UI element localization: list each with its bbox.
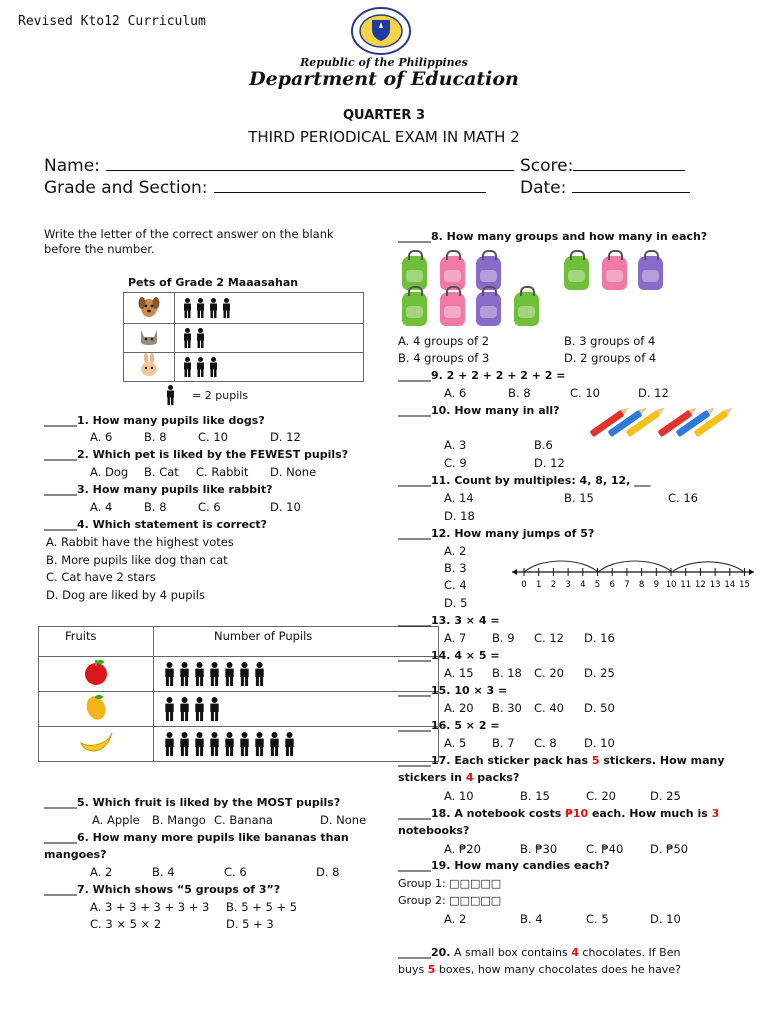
score-field[interactable]: Score: bbox=[520, 156, 685, 176]
number-line-label: 0 bbox=[521, 580, 527, 590]
pupil-icon bbox=[194, 697, 205, 721]
q18-option-c: C. ₱40 bbox=[586, 842, 624, 856]
pupil-icon bbox=[166, 385, 175, 405]
pupil-icon bbox=[209, 662, 220, 686]
q10-option-a: A. 3 bbox=[444, 438, 467, 452]
q19-option-d: D. 10 bbox=[650, 912, 681, 926]
q18-option-b: B. ₱30 bbox=[520, 842, 558, 856]
q17-option-c: C. 20 bbox=[586, 789, 616, 803]
pupil-icon bbox=[164, 697, 175, 721]
q13-option-b: B. 9 bbox=[492, 631, 515, 645]
q15-option-d: D. 50 bbox=[584, 701, 615, 715]
dog-icon bbox=[124, 293, 175, 324]
pupil-icon bbox=[164, 662, 175, 686]
question-6-cont: mangoes? bbox=[44, 848, 107, 861]
q17-option-d: D. 25 bbox=[650, 789, 681, 803]
number-line-label: 7 bbox=[624, 580, 630, 590]
q16-option-b: B. 7 bbox=[492, 736, 515, 750]
q9-option-c: C. 10 bbox=[570, 386, 600, 400]
q10-option-b: B.6 bbox=[534, 438, 553, 452]
q3-option-d: D. 10 bbox=[270, 500, 301, 514]
number-line bbox=[508, 540, 758, 590]
pupil-icon bbox=[179, 697, 190, 721]
number-line-label: 13 bbox=[709, 580, 721, 590]
q5-option-c: C. Banana bbox=[214, 813, 273, 827]
q13-option-d: D. 16 bbox=[584, 631, 615, 645]
question-15: ______15. 10 × 3 = bbox=[398, 684, 508, 697]
q17-option-b: B. 15 bbox=[520, 789, 550, 803]
q3-option-c: C. 6 bbox=[198, 500, 221, 514]
q14-option-d: D. 25 bbox=[584, 666, 615, 680]
q8-option-b: B. 3 groups of 4 bbox=[564, 334, 656, 348]
q14-option-a: A. 15 bbox=[444, 666, 474, 680]
republic-heading: Republic of the Philippines bbox=[300, 56, 468, 69]
fruits-pictograph bbox=[38, 626, 439, 762]
q2-option-c: C. Rabbit bbox=[196, 465, 249, 479]
dog-row-figures bbox=[175, 293, 364, 324]
q11-option-d: D. 18 bbox=[444, 509, 475, 523]
q7-option-c: C. 3 × 5 × 2 bbox=[90, 917, 162, 931]
q18-option-a: A. ₱20 bbox=[444, 842, 481, 856]
apple-row-figures bbox=[154, 657, 439, 692]
question-16: ______16. 5 × 2 = bbox=[398, 719, 500, 732]
q13-option-c: C. 12 bbox=[534, 631, 564, 645]
pets-pictograph bbox=[123, 292, 364, 382]
q14-option-b: B. 18 bbox=[492, 666, 522, 680]
pupil-icon bbox=[224, 662, 235, 686]
pupil-icon bbox=[269, 732, 280, 756]
number-line-label: 1 bbox=[535, 580, 542, 590]
q16-option-a: A. 5 bbox=[444, 736, 467, 750]
question-18-cont: notebooks? bbox=[398, 824, 470, 837]
q1-option-a: A. 6 bbox=[90, 430, 113, 444]
backpack-icon bbox=[476, 256, 501, 290]
question-17: ______17. Each sticker pack has 5 stickers. How many bbox=[398, 754, 725, 767]
question-7: ______7. Which shows “5 groups of 3”? bbox=[44, 883, 281, 896]
q6-option-a: A. 2 bbox=[90, 865, 113, 879]
backpacks-illustration bbox=[398, 246, 708, 326]
deped-seal-icon bbox=[350, 6, 412, 56]
pupil-icon bbox=[164, 732, 175, 756]
q9-option-b: B. 8 bbox=[508, 386, 531, 400]
backpack-icon bbox=[638, 256, 663, 290]
rabbit-icon bbox=[124, 353, 175, 382]
instructions: Write the letter of the correct answer on the blank before the number. bbox=[44, 227, 334, 256]
pupil-icon bbox=[196, 328, 205, 348]
mango-row-figures bbox=[154, 692, 439, 727]
question-20: ______20. A small box contains 4 chocolates. If Ben bbox=[398, 946, 681, 959]
number-line-label: 4 bbox=[580, 580, 586, 590]
pupil-icon bbox=[239, 732, 250, 756]
q18-option-d: D. ₱50 bbox=[650, 842, 689, 856]
exam-title: THIRD PERIODICAL EXAM IN MATH 2 bbox=[248, 128, 520, 146]
question-9: ______9. 2 + 2 + 2 + 2 + 2 = bbox=[398, 369, 566, 382]
pupil-icon bbox=[209, 732, 220, 756]
rabbit-row-figures bbox=[175, 353, 364, 382]
q2-option-a: A. Dog bbox=[90, 465, 129, 479]
pupil-icon bbox=[284, 732, 295, 756]
q15-option-b: B. 30 bbox=[492, 701, 522, 715]
q4-option-a: A. Rabbit have the highest votes bbox=[46, 535, 234, 549]
q10-option-d: D. 12 bbox=[534, 456, 565, 470]
number-line-label: 9 bbox=[653, 580, 660, 590]
q7-option-a: A. 3 + 3 + 3 + 3 + 3 bbox=[90, 900, 210, 914]
name-field[interactable]: Name: bbox=[44, 156, 514, 176]
pupil-icon bbox=[194, 732, 205, 756]
pupil-icon bbox=[209, 298, 218, 318]
q7-option-d: D. 5 + 3 bbox=[226, 917, 274, 931]
question-1: ______1. How many pupils like dogs? bbox=[44, 414, 265, 427]
q11-option-b: B. 15 bbox=[564, 491, 594, 505]
q17-option-a: A. 10 bbox=[444, 789, 474, 803]
cat-icon bbox=[124, 324, 175, 353]
q11-option-a: A. 14 bbox=[444, 491, 474, 505]
q10-option-c: C. 9 bbox=[444, 456, 467, 470]
q7-option-b: B. 5 + 5 + 5 bbox=[226, 900, 298, 914]
cat-row-figures bbox=[175, 324, 364, 353]
pupil-icon bbox=[196, 298, 205, 318]
q15-option-c: C. 40 bbox=[534, 701, 564, 715]
number-line-label: 12 bbox=[694, 580, 706, 590]
q6-option-b: B. 4 bbox=[152, 865, 175, 879]
backpack-icon bbox=[440, 256, 465, 290]
q6-option-d: D. 8 bbox=[316, 865, 340, 879]
q12-option-a: A. 2 bbox=[444, 544, 467, 558]
question-20-cont: buys 5 boxes, how many chocolates does he have? bbox=[398, 963, 681, 976]
pupil-icon bbox=[209, 697, 220, 721]
banana-row-figures bbox=[154, 727, 439, 762]
number-line-label: 5 bbox=[594, 580, 601, 590]
question-12: ______12. How many jumps of 5? bbox=[398, 527, 595, 540]
pupils-column-header: Number of Pupils bbox=[154, 627, 439, 657]
pupil-icon bbox=[254, 662, 265, 686]
q11-option-c: C. 16 bbox=[668, 491, 698, 505]
number-line-label: 14 bbox=[724, 580, 736, 590]
backpack-icon bbox=[476, 292, 501, 326]
pupil-icon bbox=[224, 732, 235, 756]
curriculum-label: Revised Kto12 Curriculum bbox=[18, 14, 206, 29]
q12-option-d: D. 5 bbox=[444, 596, 468, 610]
question-6: ______6. How many more pupils like bananas than bbox=[44, 831, 349, 844]
question-13: ______13. 3 × 4 = bbox=[398, 614, 500, 627]
q8-option-a: A. 4 groups of 2 bbox=[398, 334, 490, 348]
q19-option-b: B. 4 bbox=[520, 912, 543, 926]
number-line-label: 15 bbox=[739, 580, 750, 590]
pupil-icon bbox=[194, 662, 205, 686]
pupil-icon bbox=[179, 732, 190, 756]
backpack-icon bbox=[440, 292, 465, 326]
pencils-illustration bbox=[586, 404, 726, 444]
pupil-icon bbox=[254, 732, 265, 756]
pets-chart-title: Pets of Grade 2 Maaasahan bbox=[128, 276, 299, 289]
question-18: ______18. A notebook costs ₱10 each. How much is 3 bbox=[398, 807, 720, 820]
number-line-label: 2 bbox=[550, 580, 557, 590]
q8-option-d: D. 2 groups of 4 bbox=[564, 351, 657, 365]
q3-option-a: A. 4 bbox=[90, 500, 113, 514]
q12-option-c: C. 4 bbox=[444, 578, 467, 592]
q16-option-c: C. 8 bbox=[534, 736, 557, 750]
q6-option-c: C. 6 bbox=[224, 865, 247, 879]
q5-option-a: A. Apple bbox=[92, 813, 140, 827]
banana-icon bbox=[39, 727, 154, 762]
q2-option-b: B. Cat bbox=[144, 465, 179, 479]
q13-option-a: A. 7 bbox=[444, 631, 467, 645]
q9-option-d: D. 12 bbox=[638, 386, 669, 400]
q19-group-2: Group 2: □□□□□ bbox=[398, 894, 502, 907]
q1-option-c: C. 10 bbox=[198, 430, 228, 444]
question-19: ______19. How many candies each? bbox=[398, 859, 610, 872]
question-10: ______10. How many in all? bbox=[398, 404, 560, 417]
q14-option-c: C. 20 bbox=[534, 666, 564, 680]
grade-section-field[interactable]: Grade and Section: bbox=[44, 178, 486, 198]
pupil-icon bbox=[183, 357, 192, 377]
pupil-icon bbox=[196, 357, 205, 377]
q19-option-a: A. 2 bbox=[444, 912, 467, 926]
q16-option-d: D. 10 bbox=[584, 736, 615, 750]
number-line-label: 11 bbox=[680, 580, 692, 590]
q5-option-b: B. Mango bbox=[152, 813, 206, 827]
question-14: ______14. 4 × 5 = bbox=[398, 649, 500, 662]
number-line-label: 8 bbox=[638, 580, 645, 590]
fruits-column-header: Fruits bbox=[39, 627, 154, 657]
pupil-icon bbox=[179, 662, 190, 686]
pupil-icon bbox=[239, 662, 250, 686]
q4-option-c: C. Cat have 2 stars bbox=[46, 570, 156, 584]
pupil-icon bbox=[222, 298, 231, 318]
quarter-heading: QUARTER 3 bbox=[342, 108, 426, 123]
question-5: ______5. Which fruit is liked by the MOST pupils? bbox=[44, 796, 341, 809]
backpack-icon bbox=[402, 256, 427, 290]
number-line-label: 6 bbox=[609, 580, 615, 590]
question-11: ______11. Count by multiples: 4, 8, 12, ___ bbox=[398, 474, 651, 487]
backpack-icon bbox=[402, 292, 427, 326]
q15-option-a: A. 20 bbox=[444, 701, 474, 715]
date-field[interactable]: Date: bbox=[520, 178, 690, 198]
question-3: ______3. How many pupils like rabbit? bbox=[44, 483, 273, 496]
q9-option-a: A. 6 bbox=[444, 386, 467, 400]
q12-option-b: B. 3 bbox=[444, 561, 467, 575]
department-heading: Department of Education bbox=[249, 68, 519, 90]
pupil-icon bbox=[183, 298, 192, 318]
q8-option-c: B. 4 groups of 3 bbox=[398, 351, 490, 365]
backpack-icon bbox=[564, 256, 589, 290]
question-17-cont: stickers in 4 packs? bbox=[398, 771, 520, 784]
backpack-icon bbox=[514, 292, 539, 326]
pictograph-key: = 2 pupils bbox=[166, 384, 248, 405]
question-2: ______2. Which pet is liked by the FEWEST pupils? bbox=[44, 448, 349, 461]
q4-option-b: B. More pupils like dog than cat bbox=[46, 553, 228, 567]
apple-icon bbox=[39, 657, 154, 692]
q1-option-b: B. 8 bbox=[144, 430, 167, 444]
q3-option-b: B. 8 bbox=[144, 500, 167, 514]
mango-icon bbox=[39, 692, 154, 727]
number-line-label: 10 bbox=[665, 580, 677, 590]
pupil-icon bbox=[183, 328, 192, 348]
question-4: ______4. Which statement is correct? bbox=[44, 518, 268, 531]
backpack-icon bbox=[602, 256, 627, 290]
q19-option-c: C. 5 bbox=[586, 912, 609, 926]
q19-group-1: Group 1: □□□□□ bbox=[398, 877, 502, 890]
question-8: ______8. How many groups and how many in each? bbox=[398, 230, 708, 243]
q4-option-d: D. Dog are liked by 4 pupils bbox=[46, 588, 205, 602]
pupil-icon bbox=[209, 357, 218, 377]
number-line-label: 3 bbox=[565, 580, 571, 590]
q1-option-d: D. 12 bbox=[270, 430, 301, 444]
q5-option-d: D. None bbox=[320, 813, 367, 827]
q2-option-d: D. None bbox=[270, 465, 317, 479]
